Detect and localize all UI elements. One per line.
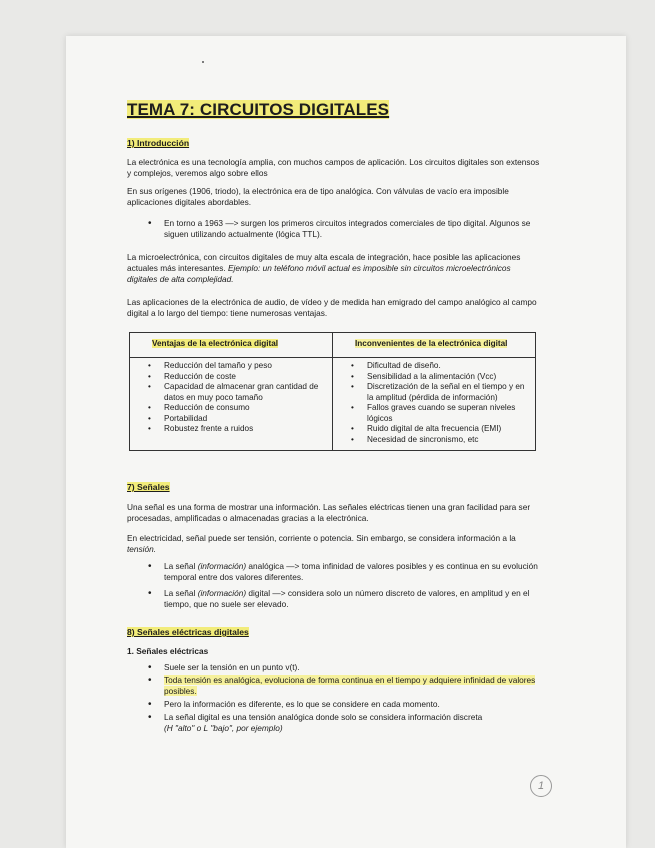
disadvantages-cell bbox=[333, 358, 536, 451]
digital-signals-heading: 8) Señales eléctricas digitales bbox=[127, 627, 249, 637]
advantage-item: • Reducción del tamaño y peso bbox=[134, 361, 328, 372]
disadvantage-item: • Ruido digital de alta frecuencia (EMI) bbox=[337, 424, 531, 435]
intro-example: Ejemplo: un teléfono móvil actual es imposible sin circuitos microelectrónicos digitales de alta complejidad. bbox=[127, 263, 511, 284]
disadvantages-list bbox=[337, 361, 531, 445]
table-header-disadvantages: Inconvenientes de la electrónica digital bbox=[333, 333, 536, 358]
electric-signals-list bbox=[148, 662, 540, 736]
intro-paragraph-2: En sus orígenes (1906, triodo), la electrónica era de tipo analógica. Con válvulas de vacío era imposible aplicaciones digitales abordables. bbox=[127, 186, 509, 207]
advantage-item: • Capacidad de almacenar gran cantidad de datos en muy poco tamaño bbox=[134, 382, 328, 403]
signals-paragraph-1: Una señal es una forma de mostrar una información. Las señales eléctricas tienen una gran facilidad para ser procesadas, amplificadas o almacenadas gracias a la electrónica. bbox=[127, 502, 531, 523]
signals-bullet-list bbox=[148, 561, 540, 612]
comparison-table bbox=[129, 332, 536, 451]
electric-signals-item: • La señal digital es una tensión analógica donde solo se considera información discreta (H "alto" o L "bajo", por ejemplo) bbox=[148, 712, 540, 734]
electric-signals-note: (H "alto" o L "bajo", por ejemplo) bbox=[164, 723, 283, 733]
signals-paragraph-2: En electricidad, señal puede ser tensión, corriente o potencia. Sin embargo, se considera información a la tensión. bbox=[127, 533, 516, 554]
intro-heading: 1) Introducción bbox=[127, 138, 190, 148]
disadvantage-item: • Fallos graves cuando se superan niveles lógicos bbox=[337, 403, 531, 424]
page-title: TEMA 7: CIRCUITOS DIGITALES bbox=[127, 100, 390, 119]
disadvantage-item: • Necesidad de sincronismo, etc bbox=[337, 435, 531, 446]
disadvantage-item: • Discretización de la señal en el tiempo y en la amplitud (pérdida de información) bbox=[337, 382, 531, 403]
electric-signals-item: • Suele ser la tensión en un punto v(t). bbox=[148, 662, 540, 673]
advantages-list bbox=[134, 361, 328, 435]
page-number: 1 bbox=[530, 775, 552, 797]
electric-signals-item: • Toda tensión es analógica, evoluciona de forma continua en el tiempo y adquiere infinidad de valores posibles. bbox=[148, 675, 540, 697]
advantages-cell bbox=[130, 358, 333, 451]
advantage-item: • Robustez frente a ruidos bbox=[134, 424, 328, 435]
table-header-advantages: Ventajas de la electrónica digital bbox=[130, 333, 333, 358]
intro-paragraph-4: Las aplicaciones de la electrónica de audio, de vídeo y de medida han emigrado del campo analógico al campo digital a lo largo del tiempo: tiene numerosas ventajas. bbox=[127, 297, 537, 318]
signals-term: tensión. bbox=[127, 544, 157, 554]
disadvantage-item: • Sensibilidad a la alimentación (Vcc) bbox=[337, 372, 531, 383]
intro-paragraph-3: La microelectrónica, con circuitos digitales de muy alta escala de integración, hace posible las aplicaciones actuales más interesantes. Ejemplo: un teléfono móvil actual es imposible sin circuitos microelectrónicos digitales de alta complejidad. bbox=[127, 252, 521, 284]
intro-bullet-item: • En torno a 1963 —> surgen los primeros circuitos integrados comerciales de tipo digital. Algunos se siguen utilizando actualmente (lógica TTL). bbox=[148, 218, 540, 240]
signals-heading: 7) Señales bbox=[127, 482, 170, 492]
subsection-heading: 1. Señales eléctricas bbox=[127, 646, 209, 656]
electric-signals-item: • Pero la información es diferente, es lo que se considere en cada momento. bbox=[148, 699, 540, 710]
intro-bullet-list bbox=[148, 218, 540, 242]
ink-dot bbox=[202, 61, 204, 63]
advantage-item: • Portabilidad bbox=[134, 414, 328, 425]
intro-paragraph-1: La electrónica es una tecnología amplia, con muchos campos de aplicación. Los circuitos digitales son extensos y complejos, veremos algo sobre ellos bbox=[127, 157, 540, 178]
signals-bullet-item: • La señal (información) digital —> considera solo un número discreto de valores, en amplitud y en el tiempo, que no suele ser elevado. bbox=[148, 588, 540, 610]
disadvantage-item: • Dificultad de diseño. bbox=[337, 361, 531, 372]
advantage-item: • Reducción de coste bbox=[134, 372, 328, 383]
advantage-item: • Reducción de consumo bbox=[134, 403, 328, 414]
signals-bullet-item: • La señal (información) analógica —> toma infinidad de valores posibles y es continua en su evolución temporal entre dos valores diferentes. bbox=[148, 561, 540, 583]
